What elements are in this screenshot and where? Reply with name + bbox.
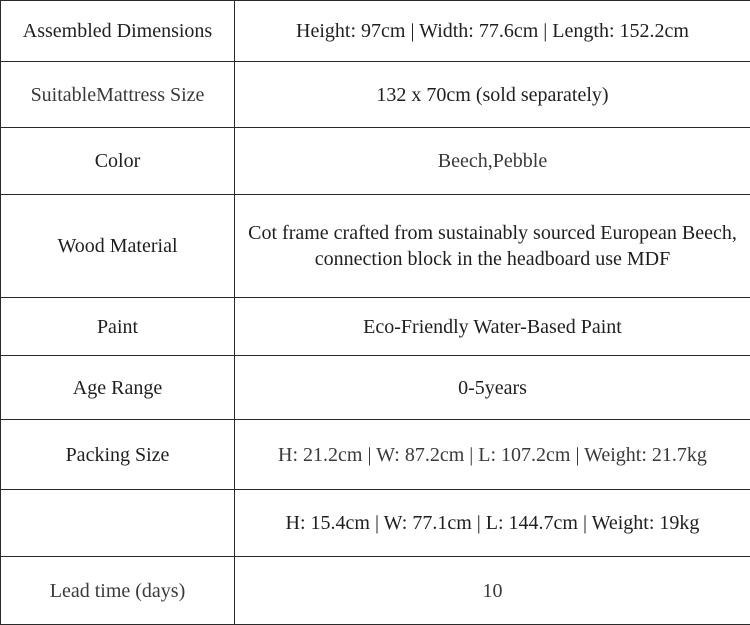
- table-row: [1, 490, 750, 557]
- table-row: [1, 1, 750, 62]
- table-row: [1, 62, 750, 128]
- row-value: Eco-Friendly Water-Based Paint: [235, 298, 750, 356]
- row-label: Paint: [1, 298, 235, 356]
- table-row: [1, 128, 750, 195]
- row-label: Assembled Dimensions: [1, 1, 235, 62]
- table-row: [1, 298, 750, 356]
- row-label: Wood Material: [1, 195, 235, 298]
- row-value: Cot frame crafted from sustainably sourced European Beech, connection block in the headboard use MDF: [235, 195, 750, 298]
- row-value: Beech,Pebble: [235, 128, 750, 195]
- row-value: H: 15.4cm | W: 77.1cm | L: 144.7cm | Weight: 19kg: [235, 490, 750, 557]
- row-value: 0-5years: [235, 356, 750, 420]
- row-label: [1, 490, 235, 557]
- row-value: Height: 97cm | Width: 77.6cm | Length: 152.2cm: [235, 1, 750, 62]
- row-label: Color: [1, 128, 235, 195]
- row-label: Packing Size: [1, 420, 235, 490]
- row-value: 132 x 70cm (sold separately): [235, 62, 750, 128]
- table-row: [1, 557, 750, 625]
- table-row: [1, 356, 750, 420]
- row-value: H: 21.2cm | W: 87.2cm | L: 107.2cm | Weight: 21.7kg: [235, 420, 750, 490]
- table-row: [1, 195, 750, 298]
- row-label: Age Range: [1, 356, 235, 420]
- row-value: 10: [235, 557, 750, 625]
- table-row: [1, 420, 750, 490]
- row-label: Lead time (days): [1, 557, 235, 625]
- row-label: SuitableMattress Size: [1, 62, 235, 128]
